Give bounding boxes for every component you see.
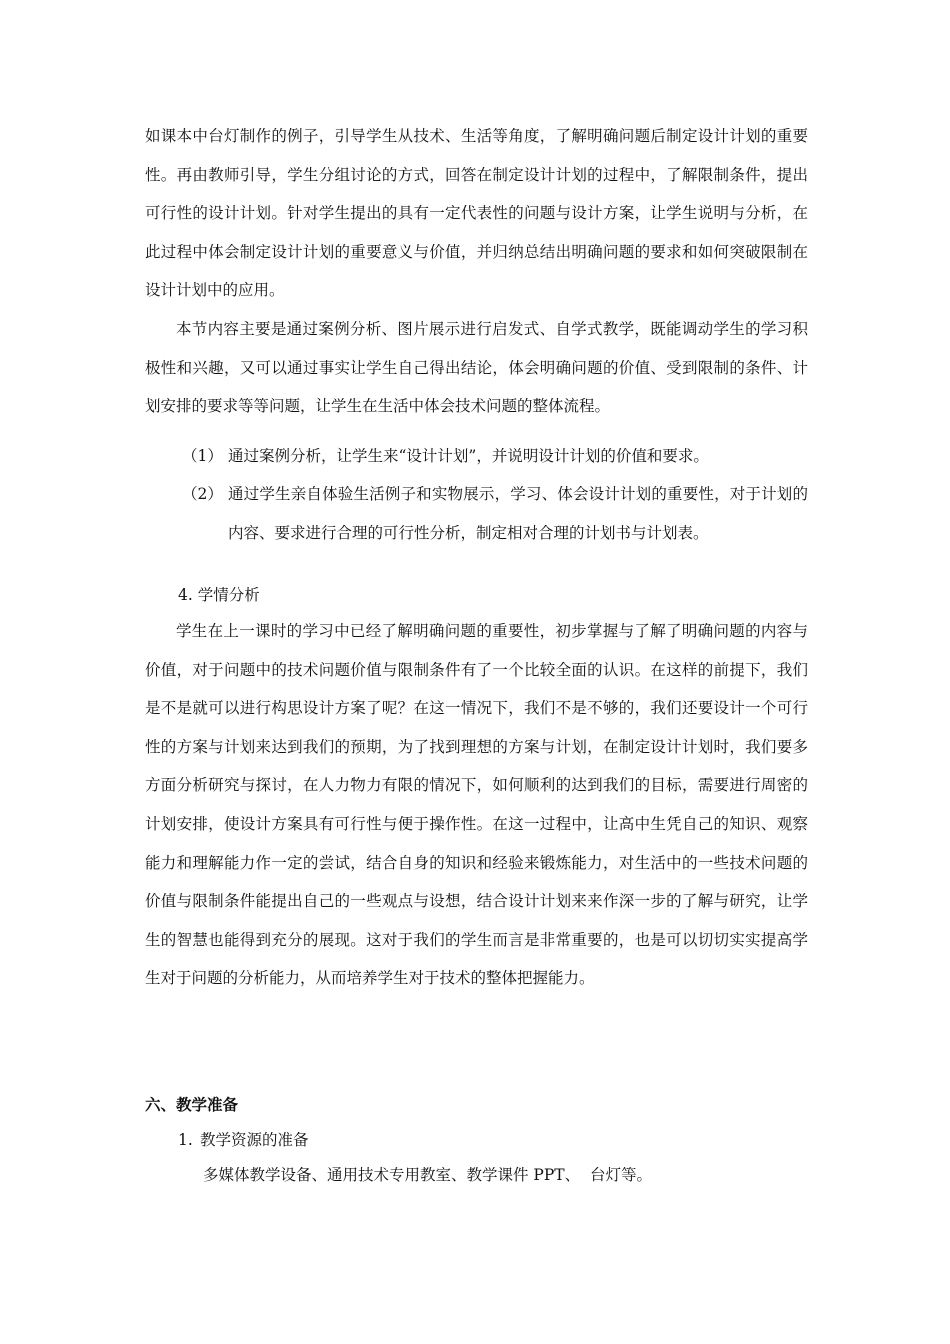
objective-item-2 bbox=[182, 475, 808, 552]
learner-analysis-block bbox=[145, 612, 808, 998]
objective-text: 通过案例分析，让学生来“设计计划”，并说明设计计划的价值和要求。 bbox=[228, 447, 709, 465]
objective-item-1 bbox=[182, 437, 808, 476]
resources-content: 多媒体教学设备、通用技术专用教室、教学课件 PPT、 台灯等。 bbox=[203, 1166, 652, 1184]
sub-heading-title: 教学资源的准备 bbox=[200, 1131, 309, 1149]
intro-paragraph-1: 如课本中台灯制作的例子，引导学生从技术、生活等角度，了解明确问题后制定设计计划的重要性。再由教师引导，学生分组讨论的方式，回答在制定设计计划的过程中，了解限制条件，提出可行性的设计计划。针对学生提出的具有一定代表性的问题与设计方案，让学生说明与分析，在此过程中体会制定设计计划的重要意义与价值，并归纳总结出明确问题的要求和如何突破限制在设计计划中的应用。 bbox=[145, 127, 808, 300]
learner-analysis-paragraph: 学生在上一课时的学习中已经了解明确问题的重要性，初步掌握与了解了明确问题的内容与价值，对于问题中的技术问题价值与限制条件有了一个比较全面的认识。在这样的前提下，我们是不是就可以进行构思设计方案了呢？在这一情况下，我们不是不够的，我们还要设计一个可行性的方案与计划来达到我们的预期，为了找到理想的方案与计划，在制定设计计划时，我们要多方面分析研究与探讨，在人力物力有限的情况下，如何顺利的达到我们的目标，需要进行周密的计划安排，使设计方案具有可行性与便于操作性。在这一过程中，让高中生凭自己的知识、观察能力和理解能力作一定的尝试，结合自身的知识和经验来锻炼能力，对生活中的一些技术问题的价值与限制条件能提出自己的一些观点与设想，结合设计计划来来作深一步的了解与研究，让学生的智慧也能得到充分的展现。这对于我们的学生而言是非常重要的，也是可以切切实实提高学生对于问题的分析能力，从而培养学生对于技术的整体把握能力。 bbox=[145, 622, 808, 988]
sub-heading-number: 1. bbox=[178, 1131, 193, 1149]
objective-text: 通过学生亲自体验生活例子和实物展示，学习、体会设计计划的重要性，对于计划的内容、要求进行合理的可行性分析，制定相对合理的计划书与计划表。 bbox=[228, 485, 808, 542]
objective-number: （2） bbox=[182, 485, 223, 503]
learner-analysis-heading: 4. 学情分析 bbox=[178, 586, 260, 604]
intro-paragraph-2: 本节内容主要是通过案例分析、图片展示进行启发式、自学式教学，既能调动学生的学习积极性和兴趣，又可以通过事实让学生自己得出结论，体会明确问题的价值、受到限制的条件、计划安排的要求等等问题，让学生在生活中体会技术问题的整体流程。 bbox=[145, 319, 808, 416]
intro-block bbox=[145, 117, 808, 426]
objective-number: （1） bbox=[182, 447, 223, 465]
sub-heading-resources bbox=[178, 1125, 309, 1155]
section-heading-teaching-prep: 六、教学准备 bbox=[145, 1096, 239, 1114]
